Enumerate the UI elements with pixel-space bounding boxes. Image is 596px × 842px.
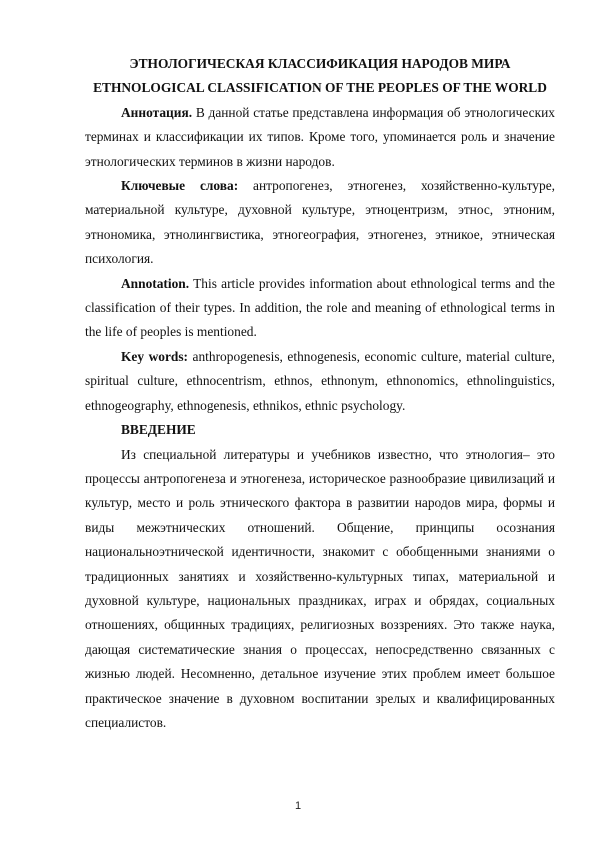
article-body [85,52,555,735]
abstract-english-text: This article provides information about ethnological terms and the classification of their types. In addition, the role and meaning of ethnological terms in the life of peoples is mentioned. [85,275,555,340]
abstract-russian-text: В данной статье представлена информация об этнологических терминах и классификации их типов. Кроме того, упоминается роль и значение этнологических терминов в жизни народов. [85,104,555,169]
keywords-english [85,345,555,418]
abstract-russian [85,101,555,174]
keywords-russian-text: антропогенез, этногенез, хозяйственно-культуре, материальной культуре, духовной культуре, этноцентризм, этнос, этноним, этнономика, этнолингвистика, этногеография, этногенез, этникое, этническая психология. [85,178,555,267]
title-english: ETHNOLOGICAL CLASSIFICATION OF THE PEOPLES OF THE WORLD [93,80,547,96]
section-heading-introduction: ВВЕДЕНИЕ [121,422,196,438]
keywords-english-text: anthropogenesis, ethnogenesis, economic culture, material culture, spiritual culture, ethnocentrism, ethnos, ethnonym, ethnonomics, ethnolinguistics, ethnogeography, ethnogenesis, ethnikos, ethnic psychology. [85,348,555,413]
keywords-russian [85,174,555,272]
page-number: 1 [294,800,302,812]
keywords-russian-label: Ключевые слова: [121,178,239,194]
abstract-russian-label: Аннотация. [121,104,193,120]
abstract-english [85,272,555,345]
title-russian: ЭТНОЛОГИЧЕСКАЯ КЛАССИФИКАЦИЯ НАРОДОВ МИРА [129,56,511,71]
abstract-english-label: Annotation. [121,275,190,291]
introduction-paragraph: Из специальной литературы и учебников известно, что этнология– это процессы антропогенеза и этногенеза, историческое разнообразие цивилизаций и культур, место и роль этнического фактора в развитии народов мира, формы и виды межэтнических отношений. Общение, принципы осознания национальноэтнической идентичности, знакомит с обобщенными знаниями о традиционных занятиях и хозяйственно-культурных типах, материальной и духовной культуре, национальных праздниках, играх и обрядах, социальных отношениях, общинных традициях, религиозных воззрениях. Это также наука, дающая систематические знания о процессах, непосредственно связанных с жизнью людей. Несомненно, детальное изучение этих проблем имеет большое практическое значение в духовном воспитании зрелых и квалифицированных специалистов. [85,446,555,730]
keywords-english-label: Key words: [121,348,189,364]
